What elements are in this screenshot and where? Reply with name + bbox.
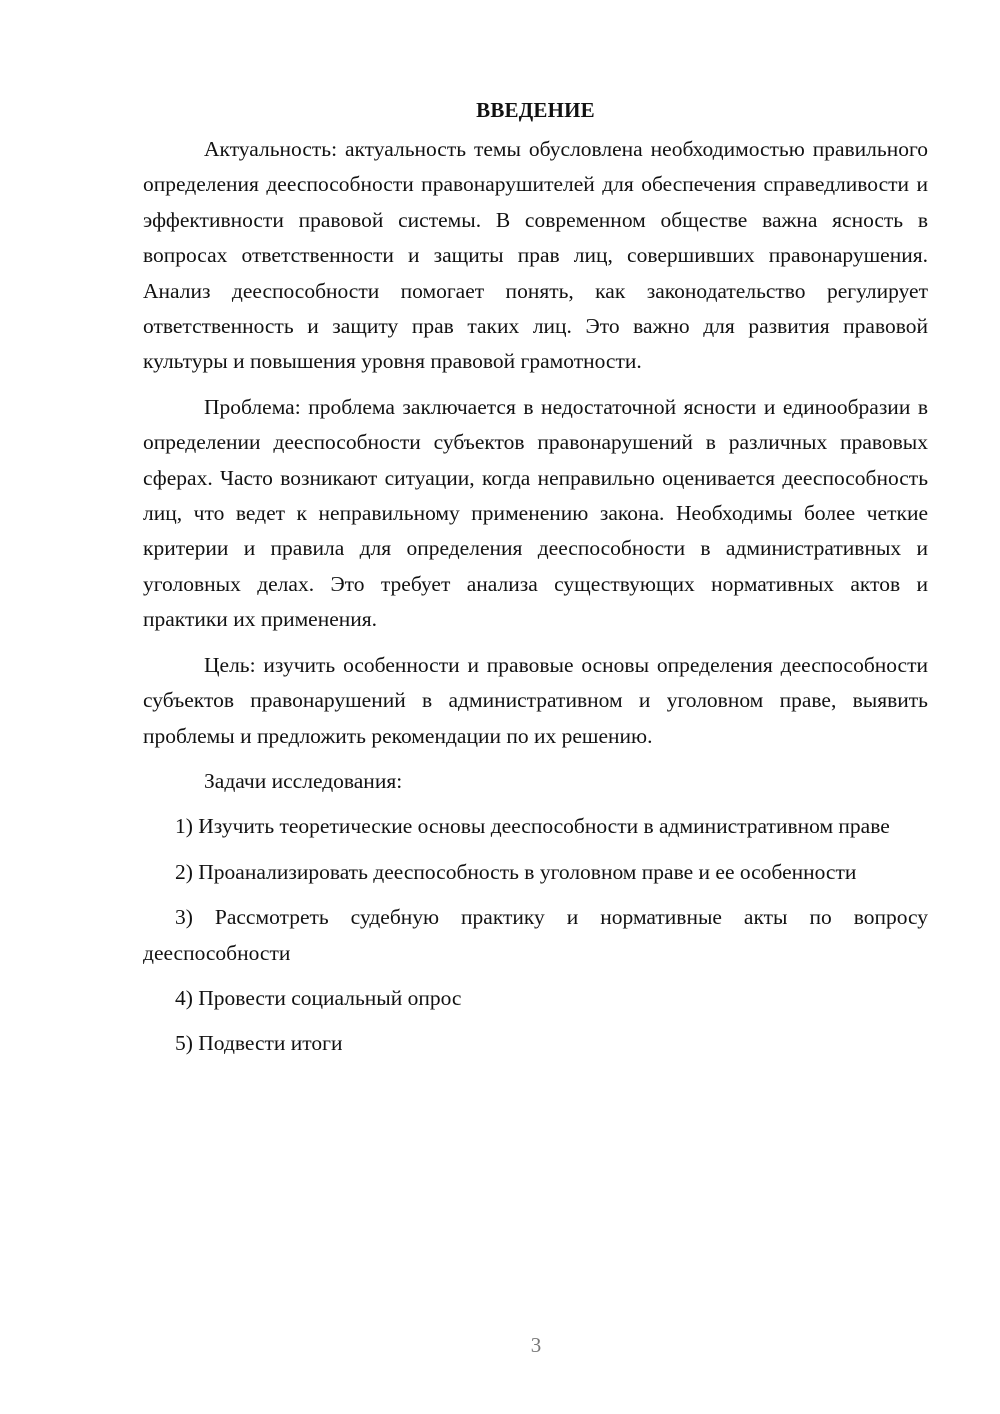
- task-item-4: 4) Провести социальный опрос: [175, 985, 462, 1010]
- paragraph-relevance: Актуальность: актуальность темы обусловлена необходимостью правильного определения дееспособности правонарушителей для обеспечения справедливости и эффективности правовой системы. В современном обществе важна ясность в вопросах ответственности и защиты прав лиц, совершивших правонарушения. Анализ дееспособности помогает понять, как законодательство регулирует ответственность и защиту прав таких лиц. Это важно для развития правовой культуры и повышения уровня правовой грамотности.: [143, 137, 928, 374]
- task-item-5: 5) Подвести итоги: [175, 1031, 343, 1056]
- task-item-3: 3) Рассмотреть судебную практику и нормативные акты по вопросу дееспособности: [143, 905, 928, 965]
- page-number: 3: [530, 1333, 542, 1357]
- tasks-title: Задачи исследования:: [204, 768, 403, 793]
- task-item-1: 1) Изучить теоретические основы дееспособности в административном праве: [175, 814, 890, 839]
- task-item-2: 2) Проанализировать дееспособность в уголовном праве и ее особенности: [175, 859, 857, 884]
- paragraph-problem: Проблема: проблема заключается в недостаточной ясности и единообразии в определении дееспособности субъектов правонарушений в различных правовых сферах. Часто возникают ситуации, когда неправильно оценивается дееспособность лиц, что ведет к неправильному применению закона. Необходимы более четкие критерии и правила для определения дееспособности в административных и уголовных делах. Это требует анализа существующих нормативных актов и практики их применения.: [143, 394, 928, 632]
- page-content: [143, 92, 928, 1072]
- paragraph-goal: Цель: изучить особенности и правовые основы определения дееспособности субъектов правонарушений в административном и уголовном праве, выявить проблемы и предложить рекомендации по их решению.: [143, 652, 928, 748]
- section-heading: ВВЕДЕНИЕ: [476, 98, 595, 122]
